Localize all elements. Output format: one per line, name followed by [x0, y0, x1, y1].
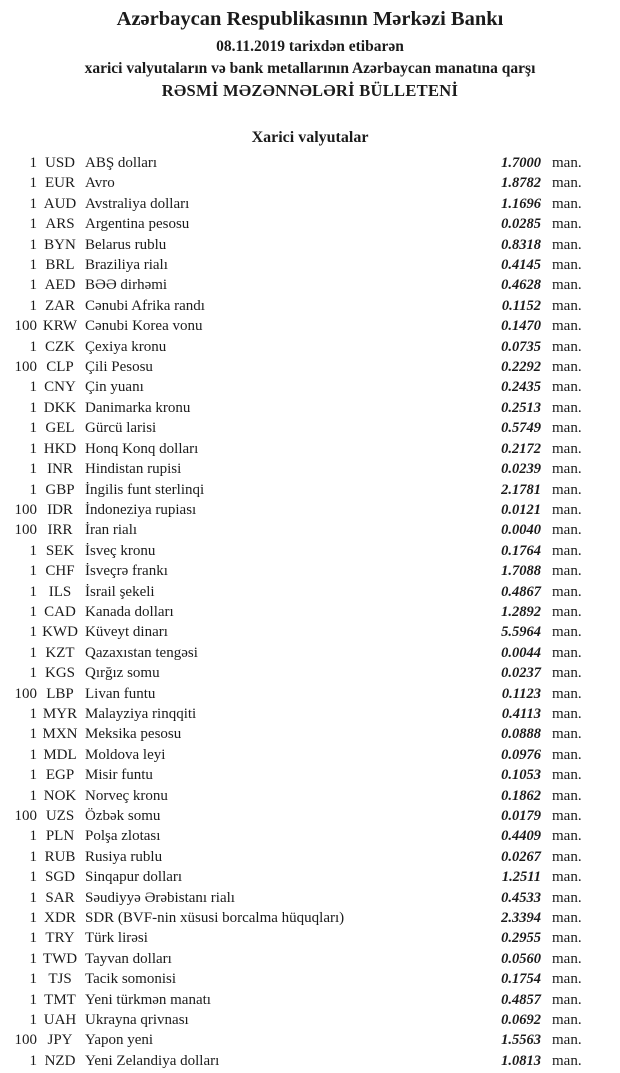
row-currency-name: Qazaxıstan tengəsi: [85, 644, 198, 661]
row-rate-value: 0.0888: [501, 726, 541, 743]
table-row: [0, 1012, 620, 1032]
row-rate-value: 0.0239: [501, 461, 541, 478]
row-rate-value: 0.4857: [501, 991, 541, 1008]
table-row: [0, 543, 620, 563]
row-currency-name: Polşa zlotası: [85, 828, 161, 845]
row-currency-code: IDR: [47, 501, 73, 518]
table-row: [0, 502, 620, 522]
row-currency-name: SDR (BVF-nin xüsusi borcalma hüquqları): [85, 910, 345, 927]
row-amount: 1: [29, 461, 37, 478]
row-unit-label: man.: [552, 950, 582, 967]
row-currency-code: UZS: [45, 808, 75, 824]
row-rate-value: 2.3394: [501, 910, 541, 927]
row-amount: 1: [29, 420, 37, 437]
row-unit-label: man.: [552, 1052, 582, 1069]
table-row: [0, 359, 620, 379]
row-currency-name: Cənubi Afrika randı: [85, 297, 205, 314]
row-rate-value: 0.0692: [501, 1012, 541, 1029]
row-amount: 1: [29, 767, 37, 784]
row-amount: 1: [29, 665, 37, 682]
row-unit-label: man.: [552, 787, 582, 804]
table-row: [0, 665, 620, 685]
row-currency-code: AUD: [43, 195, 77, 212]
bulletin-header: [0, 0, 620, 101]
row-unit-label: man.: [552, 848, 582, 865]
row-currency-name: İsveç kronu: [85, 542, 156, 559]
row-unit-label: man.: [552, 338, 582, 355]
table-row: [0, 930, 620, 950]
row-currency-name: Livan funtu: [85, 685, 156, 702]
row-currency-name: Meksika pesosu: [85, 726, 182, 743]
row-unit-label: man.: [552, 624, 582, 641]
row-unit-label: man.: [552, 501, 582, 518]
row-amount: 1: [29, 195, 37, 212]
row-amount: 100: [14, 359, 37, 376]
row-unit-label: man.: [552, 236, 582, 253]
table-row: [0, 482, 620, 502]
row-amount: 1: [29, 481, 37, 498]
row-unit-label: man.: [552, 583, 582, 600]
row-unit-label: man.: [552, 175, 582, 192]
row-amount: 1: [29, 848, 37, 865]
row-currency-code: CHF: [45, 563, 75, 580]
row-rate-value: 0.8318: [501, 236, 541, 253]
table-row: [0, 604, 620, 624]
row-unit-label: man.: [552, 563, 582, 580]
row-currency-code: KWD: [42, 624, 78, 641]
row-rate-value: 0.1754: [501, 971, 541, 988]
row-currency-code: DKK: [43, 399, 77, 416]
row-amount: 1: [29, 991, 37, 1008]
row-unit-label: man.: [552, 522, 582, 539]
row-currency-name: İngilis funt sterlinqi: [85, 481, 205, 498]
row-currency-code: CNY: [44, 379, 76, 396]
row-unit-label: man.: [552, 195, 582, 212]
row-unit-label: man.: [552, 257, 582, 274]
row-currency-name: Yapon yeni: [85, 1032, 154, 1049]
row-unit-label: man.: [552, 726, 582, 743]
table-row: [0, 747, 620, 767]
row-currency-name: Tayvan dolları: [85, 950, 172, 967]
row-amount: 1: [29, 1052, 37, 1069]
row-unit-label: man.: [552, 930, 582, 947]
row-currency-code: GEL: [45, 420, 75, 437]
row-unit-label: man.: [552, 542, 582, 559]
table-row: [0, 400, 620, 420]
effective-date-line: 08.11.2019 tarixdən etibarən: [216, 38, 404, 55]
bulletin-title: RƏSMİ MƏZƏNNƏLƏRİ BÜLLETENİ: [161, 81, 459, 100]
row-currency-name: Çin yuanı: [85, 379, 144, 396]
row-amount: 100: [14, 808, 37, 824]
row-currency-name: İndoneziya rupiası: [85, 501, 197, 518]
row-amount: 1: [29, 563, 37, 580]
row-unit-label: man.: [552, 971, 582, 988]
row-unit-label: man.: [552, 767, 582, 784]
table-row: [0, 563, 620, 583]
table-row: [0, 237, 620, 257]
row-amount: 1: [29, 705, 37, 722]
row-amount: 1: [29, 828, 37, 845]
table-row: [0, 869, 620, 889]
row-rate-value: 0.2513: [501, 399, 541, 416]
row-amount: 100: [14, 685, 37, 702]
row-currency-code: ZAR: [45, 297, 75, 314]
row-rate-value: 1.1696: [501, 195, 541, 212]
row-amount: 1: [29, 338, 37, 355]
row-rate-value: 0.1470: [501, 318, 541, 335]
table-row: [0, 420, 620, 440]
row-rate-value: 0.0179: [501, 808, 541, 824]
row-amount: 1: [29, 583, 37, 600]
row-currency-code: NOK: [43, 787, 77, 804]
row-currency-code: MDL: [43, 746, 77, 763]
row-amount: 1: [29, 1012, 37, 1029]
row-currency-name: Cənubi Korea vonu: [85, 318, 203, 335]
row-rate-value: 0.2435: [501, 379, 541, 396]
table-row: [0, 910, 620, 930]
row-rate-value: 0.1152: [501, 297, 541, 314]
row-rate-value: 1.5563: [501, 1032, 541, 1049]
row-amount: 1: [29, 930, 37, 947]
row-rate-value: 1.7000: [501, 155, 541, 171]
table-row: [0, 788, 620, 808]
row-rate-value: 1.2511: [501, 869, 541, 886]
row-currency-name: ABŞ dolları: [85, 155, 158, 171]
row-rate-value: 0.2955: [501, 930, 541, 947]
row-currency-code: USD: [44, 155, 75, 171]
row-currency-code: TWD: [42, 950, 78, 967]
row-amount: 1: [29, 379, 37, 396]
table-row: [0, 726, 620, 746]
row-amount: 1: [29, 869, 37, 886]
row-rate-value: 0.0267: [501, 848, 541, 865]
row-currency-code: MXN: [42, 726, 78, 743]
row-currency-code: KRW: [42, 318, 78, 335]
row-currency-name: Türk lirəsi: [85, 930, 148, 947]
row-rate-value: 1.0813: [501, 1052, 541, 1069]
table-row: [0, 155, 620, 175]
row-rate-value: 0.4867: [501, 583, 541, 600]
row-currency-name: Honq Konq dolları: [85, 440, 199, 457]
row-unit-label: man.: [552, 440, 582, 457]
row-unit-label: man.: [552, 1032, 582, 1049]
row-currency-name: Qırğız somu: [85, 665, 160, 682]
row-currency-code: ARS: [45, 216, 75, 233]
row-rate-value: 0.4145: [501, 257, 541, 274]
row-unit-label: man.: [552, 910, 582, 927]
row-currency-code: KGS: [44, 665, 75, 682]
row-unit-label: man.: [552, 481, 582, 498]
row-amount: 1: [29, 603, 37, 620]
row-currency-name: Danimarka kronu: [85, 399, 191, 416]
row-unit-label: man.: [552, 420, 582, 437]
row-currency-code: BRL: [45, 257, 75, 274]
row-amount: 100: [14, 501, 37, 518]
row-currency-name: Norveç kronu: [85, 787, 168, 804]
table-row: [0, 624, 620, 644]
row-currency-code: EGP: [45, 767, 75, 784]
row-currency-name: Yeni türkmən manatı: [85, 991, 211, 1008]
table-row: [0, 951, 620, 971]
row-currency-code: XDR: [44, 910, 76, 927]
row-rate-value: 0.1123: [501, 685, 541, 702]
row-amount: 1: [29, 216, 37, 233]
table-row: [0, 849, 620, 869]
row-currency-name: Özbək somu: [85, 808, 161, 824]
row-rate-value: 1.2892: [501, 603, 541, 620]
row-unit-label: man.: [552, 808, 582, 824]
row-currency-name: Çili Pesosu: [85, 359, 153, 376]
row-currency-name: İsrail şekeli: [85, 583, 155, 600]
row-currency-code: IRR: [47, 522, 73, 539]
row-amount: 1: [29, 297, 37, 314]
row-unit-label: man.: [552, 603, 582, 620]
row-currency-code: CZK: [45, 338, 75, 355]
table-row: [0, 175, 620, 195]
row-currency-name: Sinqapur dolları: [85, 869, 183, 886]
row-currency-code: SGD: [44, 869, 75, 886]
row-currency-name: Kanada dolları: [85, 603, 174, 620]
table-row: [0, 1053, 620, 1073]
row-unit-label: man.: [552, 746, 582, 763]
row-currency-code: UAH: [43, 1012, 77, 1029]
row-amount: 1: [29, 257, 37, 274]
row-currency-code: PLN: [45, 828, 75, 845]
row-rate-value: 0.0237: [501, 665, 541, 682]
table-row: [0, 522, 620, 542]
row-currency-name: Moldova leyi: [85, 746, 166, 763]
row-unit-label: man.: [552, 399, 582, 416]
exchange-rate-table: [0, 155, 620, 1073]
row-currency-name: Belarus rublu: [85, 236, 167, 253]
table-row: [0, 584, 620, 604]
row-rate-value: 5.5964: [501, 624, 541, 641]
row-amount: 100: [14, 1032, 37, 1049]
row-amount: 1: [29, 971, 37, 988]
row-currency-code: JPY: [47, 1032, 73, 1049]
row-unit-label: man.: [552, 359, 582, 376]
row-currency-name: Misir funtu: [85, 767, 153, 784]
row-currency-code: TRY: [45, 930, 75, 947]
row-amount: 1: [29, 236, 37, 253]
row-amount: 1: [29, 910, 37, 927]
row-amount: 1: [29, 950, 37, 967]
section-title-foreign-currencies: Xarici valyutalar: [251, 129, 369, 146]
row-currency-code: BYN: [44, 236, 76, 253]
row-unit-label: man.: [552, 889, 582, 906]
row-currency-name: Ukrayna qrivnası: [85, 1012, 189, 1029]
row-currency-code: KZT: [45, 644, 75, 661]
row-unit-label: man.: [552, 644, 582, 661]
row-amount: 1: [29, 155, 37, 171]
row-currency-name: Braziliya rialı: [85, 257, 168, 274]
table-row: [0, 706, 620, 726]
row-amount: 1: [29, 726, 37, 743]
row-rate-value: 0.0121: [501, 501, 541, 518]
row-currency-code: NZD: [44, 1052, 76, 1069]
row-rate-value: 0.4409: [501, 828, 541, 845]
row-currency-name: Argentina pesosu: [85, 216, 190, 233]
row-unit-label: man.: [552, 665, 582, 682]
row-amount: 1: [29, 542, 37, 559]
row-unit-label: man.: [552, 379, 582, 396]
table-row: [0, 808, 620, 828]
table-row: [0, 441, 620, 461]
table-row: [0, 318, 620, 338]
row-unit-label: man.: [552, 705, 582, 722]
row-amount: 1: [29, 787, 37, 804]
row-rate-value: 0.0976: [501, 746, 541, 763]
row-currency-code: MYR: [42, 705, 78, 722]
table-row: [0, 828, 620, 848]
row-amount: 1: [29, 277, 37, 294]
row-unit-label: man.: [552, 461, 582, 478]
row-currency-code: LBP: [46, 685, 74, 702]
row-rate-value: 0.4113: [501, 705, 541, 722]
row-unit-label: man.: [552, 685, 582, 702]
row-rate-value: 0.1053: [501, 767, 541, 784]
row-currency-name: Gürcü larisi: [85, 420, 157, 437]
row-amount: 100: [14, 522, 37, 539]
table-row: [0, 890, 620, 910]
row-currency-name: Çexiya kronu: [85, 338, 167, 355]
row-currency-name: İran rialı: [85, 522, 138, 539]
row-currency-code: HKD: [43, 440, 77, 457]
table-row: [0, 379, 620, 399]
row-rate-value: 0.2172: [501, 440, 541, 457]
table-row: [0, 971, 620, 991]
row-amount: 1: [29, 175, 37, 192]
row-unit-label: man.: [552, 991, 582, 1008]
row-rate-value: 0.1764: [501, 542, 541, 559]
row-amount: 1: [29, 624, 37, 641]
row-amount: 100: [14, 318, 37, 335]
table-row: [0, 257, 620, 277]
row-amount: 1: [29, 440, 37, 457]
row-currency-code: EUR: [45, 175, 75, 192]
row-unit-label: man.: [552, 1012, 582, 1029]
row-currency-code: SAR: [45, 889, 75, 906]
row-unit-label: man.: [552, 155, 582, 171]
row-currency-code: CAD: [44, 603, 76, 620]
row-rate-value: 0.4533: [501, 889, 541, 906]
table-row: [0, 767, 620, 787]
subject-line: xarici valyutaların və bank metallarının Azərbaycan manatına qarşı: [84, 60, 536, 77]
row-rate-value: 0.1862: [501, 787, 541, 804]
row-unit-label: man.: [552, 277, 582, 294]
row-currency-code: ILS: [48, 583, 72, 600]
row-unit-label: man.: [552, 216, 582, 233]
row-currency-code: TJS: [48, 971, 72, 988]
row-unit-label: man.: [552, 318, 582, 335]
row-unit-label: man.: [552, 869, 582, 886]
row-currency-code: INR: [47, 461, 73, 478]
table-row: [0, 277, 620, 297]
row-rate-value: 0.0735: [501, 338, 541, 355]
row-currency-name: Malayziya rinqqiti: [85, 705, 197, 722]
table-row: [0, 196, 620, 216]
row-rate-value: 0.5749: [501, 420, 541, 437]
row-currency-name: Hindistan rupisi: [85, 461, 182, 478]
row-currency-name: Yeni Zelandiya dolları: [85, 1052, 220, 1069]
table-row: [0, 216, 620, 236]
table-row: [0, 461, 620, 481]
row-currency-code: TMT: [44, 991, 76, 1008]
row-rate-value: 1.8782: [501, 175, 541, 192]
row-currency-code: CLP: [46, 359, 74, 376]
table-row: [0, 992, 620, 1012]
row-rate-value: 0.2292: [501, 359, 541, 376]
row-currency-code: GBP: [45, 481, 75, 498]
table-row: [0, 645, 620, 665]
row-currency-code: AED: [44, 277, 76, 294]
table-row: [0, 686, 620, 706]
table-row: [0, 298, 620, 318]
row-rate-value: 0.0040: [501, 522, 541, 539]
row-rate-value: 0.0560: [501, 950, 541, 967]
row-currency-code: RUB: [44, 848, 76, 865]
table-row: [0, 339, 620, 359]
row-rate-value: 2.1781: [501, 481, 541, 498]
row-rate-value: 0.0285: [501, 216, 541, 233]
row-amount: 1: [29, 399, 37, 416]
row-amount: 1: [29, 746, 37, 763]
row-rate-value: 0.4628: [501, 277, 541, 294]
row-rate-value: 1.7088: [501, 563, 541, 580]
row-currency-name: Küveyt dinarı: [85, 624, 168, 641]
bank-title: Azərbaycan Respublikasının Mərkəzi Bankı: [116, 8, 504, 30]
row-currency-code: SEK: [45, 542, 75, 559]
row-unit-label: man.: [552, 828, 582, 845]
table-row: [0, 1032, 620, 1052]
row-currency-name: Avstraliya dolları: [85, 195, 190, 212]
row-currency-name: Rusiya rublu: [85, 848, 163, 865]
row-currency-name: Tacik somonisi: [85, 971, 177, 988]
row-unit-label: man.: [552, 297, 582, 314]
row-currency-name: BƏƏ dirhəmi: [85, 277, 168, 294]
row-amount: 1: [29, 889, 37, 906]
row-currency-name: Avro: [85, 175, 115, 192]
row-rate-value: 0.0044: [501, 644, 541, 661]
row-amount: 1: [29, 644, 37, 661]
row-currency-name: Səudiyyə Ərəbistanı rialı: [85, 889, 235, 906]
row-currency-name: İsveçrə frankı: [85, 563, 168, 580]
